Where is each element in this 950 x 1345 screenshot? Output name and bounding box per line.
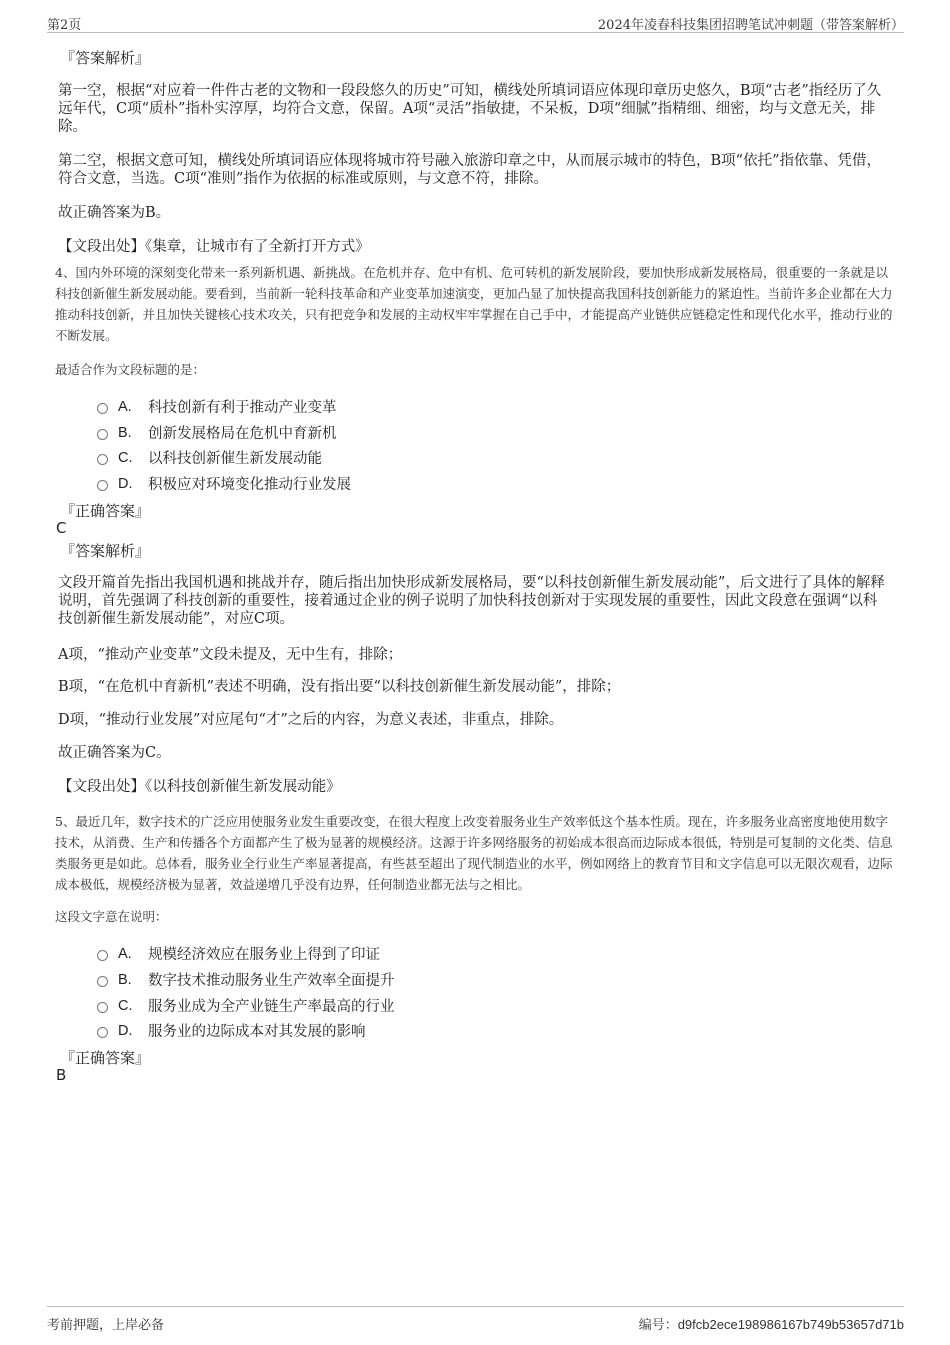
q5-option-c[interactable]: C. 服务业成为全产业链生产率最高的行业 xyxy=(97,995,395,1016)
q3-analysis-para-1: 第一空，根据“对应着一件件古老的文物和一段段悠久的历史”可知，横线处所填词语应体现印章历史悠久，B项“古老”指经历了久远年代，C项“质朴”指朴实淳厚，均符合文意，保留。A项“灵活”指敏捷，不呆板，D项“细腻”指精细、细密，均与文意无关，排除。 xyxy=(58,83,882,135)
radio-button[interactable] xyxy=(97,950,108,961)
q4-analysis-para-3: B项，“在危机中育新机”表述不明确，没有指出要“以科技创新催生新发展动能”，排除； xyxy=(58,679,621,695)
q5-prompt: 这段文字意在说明： xyxy=(55,909,168,924)
page-footer xyxy=(47,1306,904,1331)
q4-analysis-para-4: D项，“推动行业发展”对应尾句“才”之后的内容，为意义表述，非重点，排除。 xyxy=(58,712,564,728)
q5-answer-label: 『正确答案』 xyxy=(60,1049,151,1067)
q4-answer-label: 『正确答案』 xyxy=(60,502,151,520)
q5-answer: B xyxy=(56,1066,67,1084)
radio-button[interactable] xyxy=(97,1002,108,1013)
q4-option-d[interactable]: D. 积极应对环境变化推动行业发展 xyxy=(97,473,351,494)
q4-analysis-para-2: A项，“推动产业变革”文段未提及，无中生有，排除； xyxy=(58,647,403,663)
q5-option-a[interactable]: A. 规模经济效应在服务业上得到了印证 xyxy=(97,943,380,964)
q4-source: 【文段出处】《以科技创新催生新发展动能》 xyxy=(58,779,341,795)
radio-button[interactable] xyxy=(97,429,108,440)
page-number: 第2页 xyxy=(47,18,82,33)
q4-answer: C xyxy=(56,519,67,537)
q3-analysis-label: 『答案解析』 xyxy=(60,49,151,67)
radio-button[interactable] xyxy=(97,1027,108,1038)
radio-button[interactable] xyxy=(97,480,108,491)
q4-conclusion: 故正确答案为C。 xyxy=(58,745,171,761)
radio-button[interactable] xyxy=(97,454,108,465)
q4-analysis-label: 『答案解析』 xyxy=(60,542,151,560)
q5-stem: 5、最近几年，数字技术的广泛应用使服务业发生重要改变，在很大程度上改变着服务业生产效率低这个基本性质。现在，许多服务业高密度地使用数字技术，从消费、生产和传播各个方面都产生了极为显著的规模经济。这源于许多网络服务的初始成本很高而边际成本很低，特别是可复制的文化类、信息类服务更是如此。总体看，服务业全行业生产率显著提高，有些甚至超出了现代制造业的水平，例如网络上的教育节目和文字信息可以无限次观看，边际成本极低，规模经济极为显著，效益递增几乎没有边界，任何制造业都无法与之相比。 xyxy=(55,814,893,892)
radio-button[interactable] xyxy=(97,403,108,414)
footer-slogan: 考前押题，上岸必备 xyxy=(47,1318,165,1333)
q3-conclusion: 故正确答案为B。 xyxy=(58,205,171,221)
q3-analysis-para-2: 第二空，根据文意可知，横线处所填词语应体现将城市符号融入旅游印章之中，从而展示城市的特色，B项“依托”指依靠、凭借，符合文意，当选。C项“准则”指作为依据的标准或原则，与文意不符，排除。 xyxy=(58,153,881,187)
q4-option-c[interactable]: C. 以科技创新催生新发展动能 xyxy=(97,447,322,468)
q4-option-b[interactable]: B. 创新发展格局在危机中育新机 xyxy=(97,422,337,443)
q5-option-b[interactable]: B. 数字技术推动服务业生产效率全面提升 xyxy=(97,969,395,990)
radio-button[interactable] xyxy=(97,976,108,987)
q5-option-d[interactable]: D. 服务业的边际成本对其发展的影响 xyxy=(97,1020,366,1041)
q4-prompt: 最适合作为文段标题的是： xyxy=(55,362,206,377)
q4-option-a[interactable]: A. 科技创新有利于推动产业变革 xyxy=(97,396,337,417)
page-header xyxy=(47,12,904,33)
q4-stem: 4、国内外环境的深刻变化带来一系列新机遇、新挑战。在危机并存、危中有机、危可转机的新发展阶段，要加快形成新发展格局，很重要的一条就是以科技创新催生新发展动能。要看到，当前新一轮科技革命和产业变革加速演变，更加凸显了加快提高我国科技创新能力的紧迫性。当前许多企业都在大力推动科技创新，并且加快关键核心技术攻关，只有把竞争和发展的主动权牢牢掌握在自己手中，才能提高产业链供应链稳定性和现代化水平，推动行业的不断发展。 xyxy=(55,265,893,343)
q3-source: 【文段出处】《集章，让城市有了全新打开方式》 xyxy=(58,239,370,255)
document-title: 2024年凌春科技集团招聘笔试冲刺题（带答案解析） xyxy=(597,18,904,33)
document-code: 编号：d9fcb2ece198986167b749b53657d71b xyxy=(638,1317,904,1332)
q4-analysis-para-1: 文段开篇首先指出我国机遇和挑战并存，随后指出加快形成新发展格局，要“以科技创新催生新发展动能”，后文进行了具体的解释说明，首先强调了科技创新的重要性，接着通过企业的例子说明了加快科技创新对于实现发展的重要性，因此文段意在强调“以科技创新催生新发展动能”，对应C项。 xyxy=(58,575,885,627)
